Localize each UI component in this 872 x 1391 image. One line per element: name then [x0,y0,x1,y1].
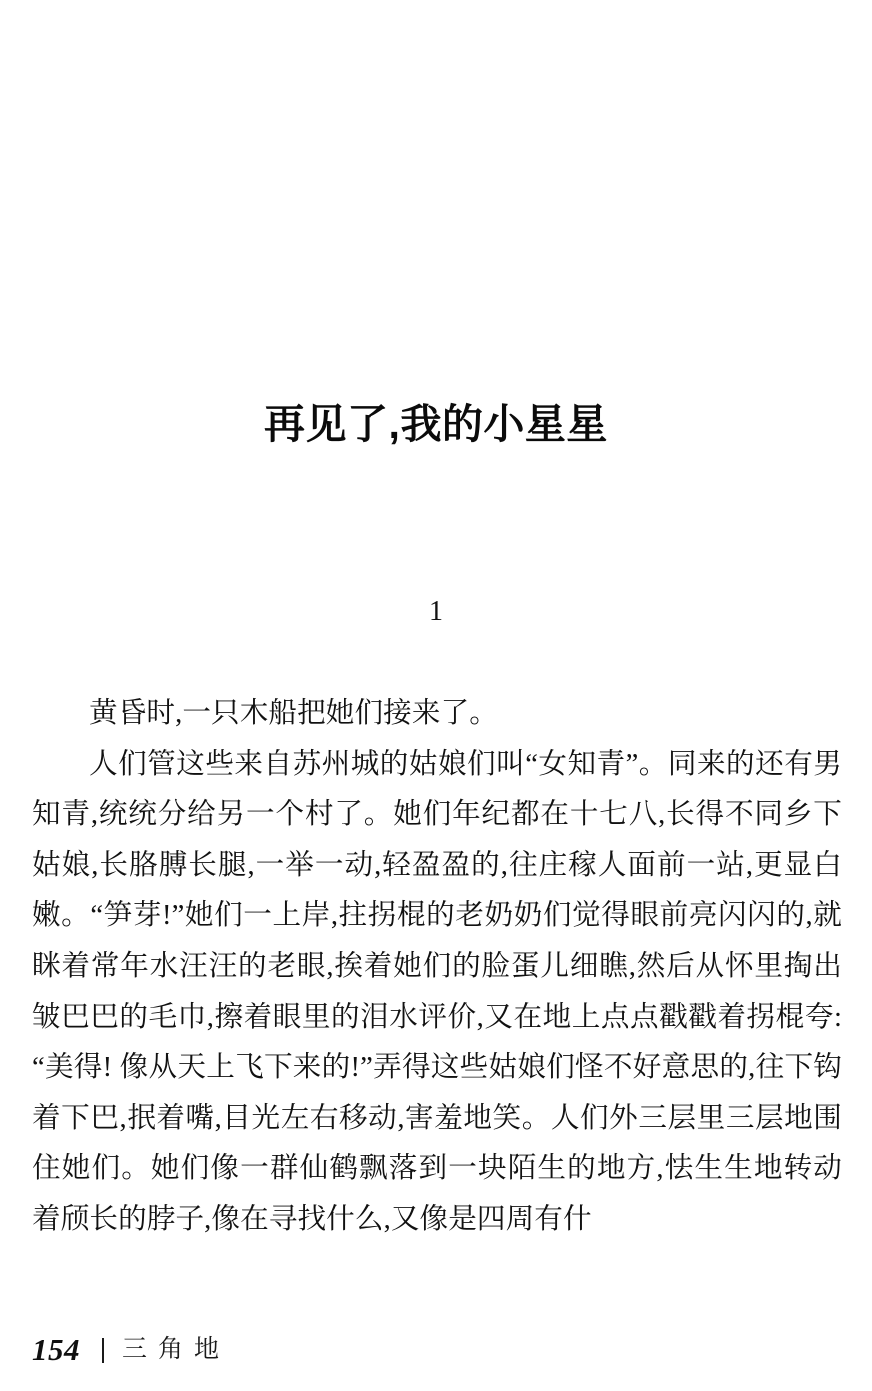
running-head: 三角地 [122,1336,231,1363]
footer-divider [102,1338,104,1363]
page-title: 再见了,我的小星星 [264,401,608,448]
paragraph: 人们管这些来自苏州城的姑娘们叫“女知青”。同来的还有男知青,统统分给另一个村了。她们年纪都在十七八,长得不同乡下姑娘,长胳膊长腿,一举一动,轻盈盈的,往庄稼人面前一站,更显白嫩。“笋芽!”她们一上岸,拄拐棍的老奶奶们觉得眼前亮闪闪的,就眯着常年水汪汪的老眼,挨着她们的脸蛋儿细瞧,然后从怀里掏出皱巴巴的毛巾,擦着眼里的泪水评价,又在地上点点戳戳着拐棍夸:“美得! 像从天上飞下来的!”弄得这些姑娘们怪不好意思的,往下钩着下巴,抿着嘴,目光左右移动,害羞地笑。人们外三层里三层地围住她们。她们像一群仙鹤飘落到一块陌生的地方,怯生生地转动着颀长的脖子,像在寻找什么,又像是四周有什 [32,748,842,1235]
page-number: 154 [32,1332,80,1367]
section-number: 1 [429,596,443,627]
body-text [32,689,842,1246]
page-footer [32,1330,230,1370]
paragraph: 黄昏时,一只木船把她们接来了。 [89,698,498,729]
